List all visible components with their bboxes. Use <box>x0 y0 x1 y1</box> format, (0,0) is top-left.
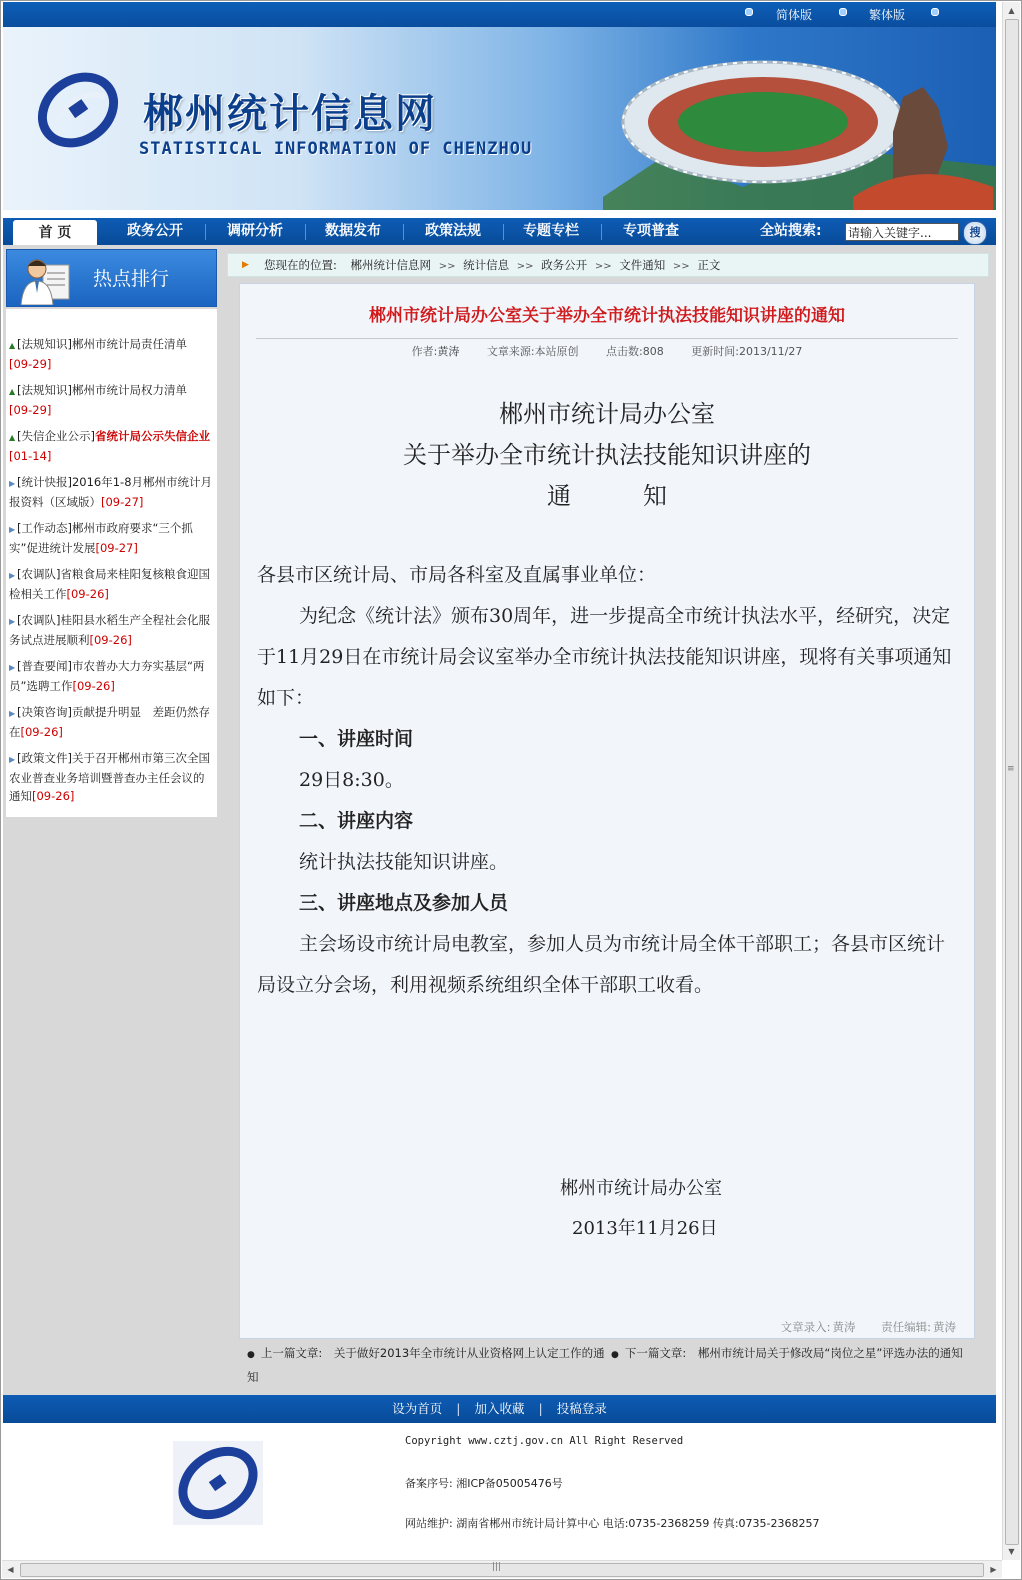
simplified-chinese-link[interactable]: 简体版 <box>776 8 813 22</box>
bullet-icon <box>931 8 939 16</box>
list-item[interactable]: ▶ [决策咨询]贡献提升明显 差距仍然存在[09-26] <box>9 705 210 739</box>
submit-login-link[interactable]: 投稿登录 <box>556 1401 607 1416</box>
nav-special-census[interactable]: 专项普查 <box>623 223 679 239</box>
triangle-right-icon: ▶ <box>9 617 16 626</box>
scroll-down-icon[interactable]: ▼ <box>1008 1547 1015 1556</box>
salutation: 各县市区统计局、市局各科室及直属事业单位： <box>257 564 657 586</box>
scroll-thumb[interactable] <box>1005 19 1019 1545</box>
breadcrumb-item[interactable]: 郴州统计信息网 <box>350 258 432 272</box>
double-chevron-icon: >> <box>594 261 612 272</box>
double-chevron-icon: >> <box>516 261 534 272</box>
breadcrumb-label: 您现在的位置: <box>264 258 337 272</box>
list-item[interactable]: ▲ [法规知识]郴州市统计局权力清单 [09-29] <box>9 383 187 417</box>
nav-policy-regulations[interactable]: 政策法规 <box>425 223 481 239</box>
arrow-up-icon: ▲ <box>9 341 16 350</box>
hot-ranking-list <box>6 309 217 817</box>
nav-divider <box>403 224 404 240</box>
footer <box>3 1423 996 1541</box>
list-item[interactable]: ▶ [普查要闻]市农普办大力夯实基层“两员”选聘工作[09-26] <box>9 659 205 693</box>
triangle-right-icon: ▶ <box>9 525 16 534</box>
paragraph: 29日8:30。 <box>299 769 404 791</box>
grip-icon: ≡ <box>1007 764 1015 774</box>
nav-data-release[interactable]: 数据发布 <box>325 223 381 239</box>
bullet-icon: ● <box>611 1350 619 1360</box>
article-body <box>257 555 957 1006</box>
section-heading: 一、讲座时间 <box>299 728 414 750</box>
stadium-image <box>603 37 996 210</box>
paragraph: 主会场设市统计局电教室，参加人员为市统计局全体干部职工；各县市区统计局设立分会场，利用视频系统组织全体干部职工收看。 <box>257 933 946 996</box>
list-item[interactable]: ▶ [农调队]省粮食局来桂阳复核粮食迎国检相关工作[09-26] <box>9 567 210 601</box>
person-icon <box>17 253 75 305</box>
list-item[interactable]: ▶ [政策文件]关于召开郴州市第三次全国农业普查业务培训暨普查办主任会议的通知[09-26] <box>9 751 210 803</box>
author-link[interactable]: 黄涛 <box>437 345 460 358</box>
scroll-left-icon[interactable]: ◀ <box>7 1565 14 1574</box>
scroll-right-icon[interactable]: ▶ <box>990 1565 997 1574</box>
sidebar-title: 热点排行 <box>93 268 170 290</box>
list-item[interactable]: ▶ [统计快报]2016年1-8月郴州市统计月报资料（区域版）[09-27] <box>9 475 213 509</box>
header-banner <box>3 27 996 210</box>
add-favorite-link[interactable]: 加入收藏 <box>474 1401 525 1416</box>
bullet-icon <box>839 8 847 16</box>
bullet-icon: ● <box>247 1350 255 1360</box>
set-homepage-link[interactable]: 设为首页 <box>392 1401 443 1416</box>
prev-article-link[interactable]: 关于做好2013年全市统计从业资格网上认定工作的通知 <box>247 1346 605 1384</box>
grip-icon: ||| <box>492 1562 502 1572</box>
document-heading-line: 通 知 <box>547 482 667 510</box>
section-heading: 二、讲座内容 <box>299 810 414 832</box>
page <box>3 2 996 1541</box>
traditional-chinese-link[interactable]: 繁体版 <box>869 8 906 22</box>
nav-divider <box>205 224 206 240</box>
signoff-date: 2013年11月26日 <box>572 1218 718 1239</box>
list-item[interactable]: ▲ [失信企业公示]省统计局公示失信企业[01-14] <box>9 429 210 463</box>
breadcrumb-item[interactable]: 统计信息 <box>463 258 510 272</box>
scroll-up-icon[interactable]: ▲ <box>1008 6 1015 15</box>
document-heading-line: 郴州市统计局办公室 <box>499 400 715 428</box>
search-input[interactable] <box>845 223 959 241</box>
top-bar <box>3 2 996 27</box>
breadcrumb-item[interactable]: 政务公开 <box>541 258 588 272</box>
copyright-text: Copyright www.cztj.gov.cn All Right Reserved <box>405 1435 684 1447</box>
triangle-right-icon: ▶ <box>9 663 16 672</box>
paragraph: 为纪念《统计法》颁布30周年，进一步提高全市统计执法水平，经研究，决定于11月29日在市统计局会议室举办全市统计执法技能知识讲座，现将有关事项通知如下： <box>257 605 952 709</box>
search-label: 全站搜索: <box>760 223 822 239</box>
arrow-right-icon: ▶ <box>242 260 249 270</box>
prev-next-nav: ● 上一篇文章: 关于做好2013年全市统计从业资格网上认定工作的通知 ● 下一篇文章: 郴州市统计局关于修改局“岗位之星”评选办法的通知 <box>247 1346 963 1384</box>
site-subtitle: STATISTICAL INFORMATION OF CHENZHOU <box>139 139 533 159</box>
main-nav <box>3 210 996 245</box>
triangle-right-icon: ▶ <box>9 571 16 580</box>
section-heading: 三、讲座地点及参加人员 <box>299 892 509 914</box>
bullet-icon <box>745 8 753 16</box>
document-heading-line: 关于举办全市统计执法技能知识讲座的 <box>403 441 811 469</box>
breadcrumb <box>227 253 989 277</box>
search-button[interactable]: 搜 <box>963 221 987 245</box>
list-item[interactable]: ▶ [农调队]桂阳县水稻生产全程社会化服务试点进展顺利[09-26] <box>9 613 210 647</box>
breadcrumb-item[interactable]: 文件通知 <box>619 258 666 272</box>
nav-research-analysis[interactable]: 调研分析 <box>227 223 283 239</box>
vertical-scrollbar[interactable] <box>1002 2 1020 1560</box>
arrow-up-icon: ▲ <box>9 433 16 442</box>
double-chevron-icon: >> <box>672 261 690 272</box>
content-area <box>3 245 996 1395</box>
horizontal-scrollbar[interactable] <box>2 1560 1002 1578</box>
footer-logo-icon <box>173 1441 263 1525</box>
sidebar <box>6 249 217 817</box>
paragraph: 统计执法技能知识讲座。 <box>299 851 509 873</box>
breadcrumb-item: 正文 <box>697 258 721 272</box>
triangle-right-icon: ▶ <box>9 755 16 764</box>
list-item[interactable]: ▶ [工作动态]郴州市政府要求“三个抓实”促进统计发展[09-27] <box>9 521 193 555</box>
arrow-up-icon: ▲ <box>9 387 16 396</box>
triangle-right-icon: ▶ <box>9 479 16 488</box>
triangle-right-icon: ▶ <box>9 709 16 718</box>
scroll-thumb[interactable] <box>20 1563 984 1577</box>
footer-nav: 设为首页 | 加入收藏 | 投稿登录 <box>3 1395 996 1423</box>
icp-text: 备案序号: 湘ICP备05005476号 <box>405 1477 563 1490</box>
nav-government-affairs[interactable]: 政务公开 <box>127 223 183 239</box>
nav-home[interactable]: 首 页 <box>13 220 97 245</box>
article-title: 郴州市统计局办公室关于举办全市统计执法技能知识讲座的通知 <box>369 306 845 326</box>
article-panel <box>239 283 975 1339</box>
next-article-link[interactable]: 郴州市统计局关于修改局“岗位之星”评选办法的通知 <box>697 1346 963 1360</box>
article-meta: 作者:黄涛 文章来源:本站原创 点击数:808 更新时间:2013/11/27 <box>411 345 803 358</box>
nav-divider <box>601 224 602 240</box>
nav-special-topics[interactable]: 专题专栏 <box>523 223 579 239</box>
signoff-org: 郴州市统计局办公室 <box>560 1178 722 1199</box>
sidebar-header <box>6 249 217 307</box>
article-editors: 文章录入: 黄涛 责任编辑: 黄涛 <box>780 1320 956 1334</box>
site-logo-icon <box>35 67 121 153</box>
list-item[interactable]: ▲ [法规知识]郴州市统计局责任清单 [09-29] <box>9 337 187 371</box>
double-chevron-icon: >> <box>438 261 456 272</box>
site-title: 郴州统计信息网 <box>143 91 437 137</box>
maintainer-text: 网站维护: 湖南省郴州市统计局计算中心 电话:0735-2368259 传真:0735-2368257 <box>405 1517 820 1530</box>
title-divider <box>256 338 958 339</box>
